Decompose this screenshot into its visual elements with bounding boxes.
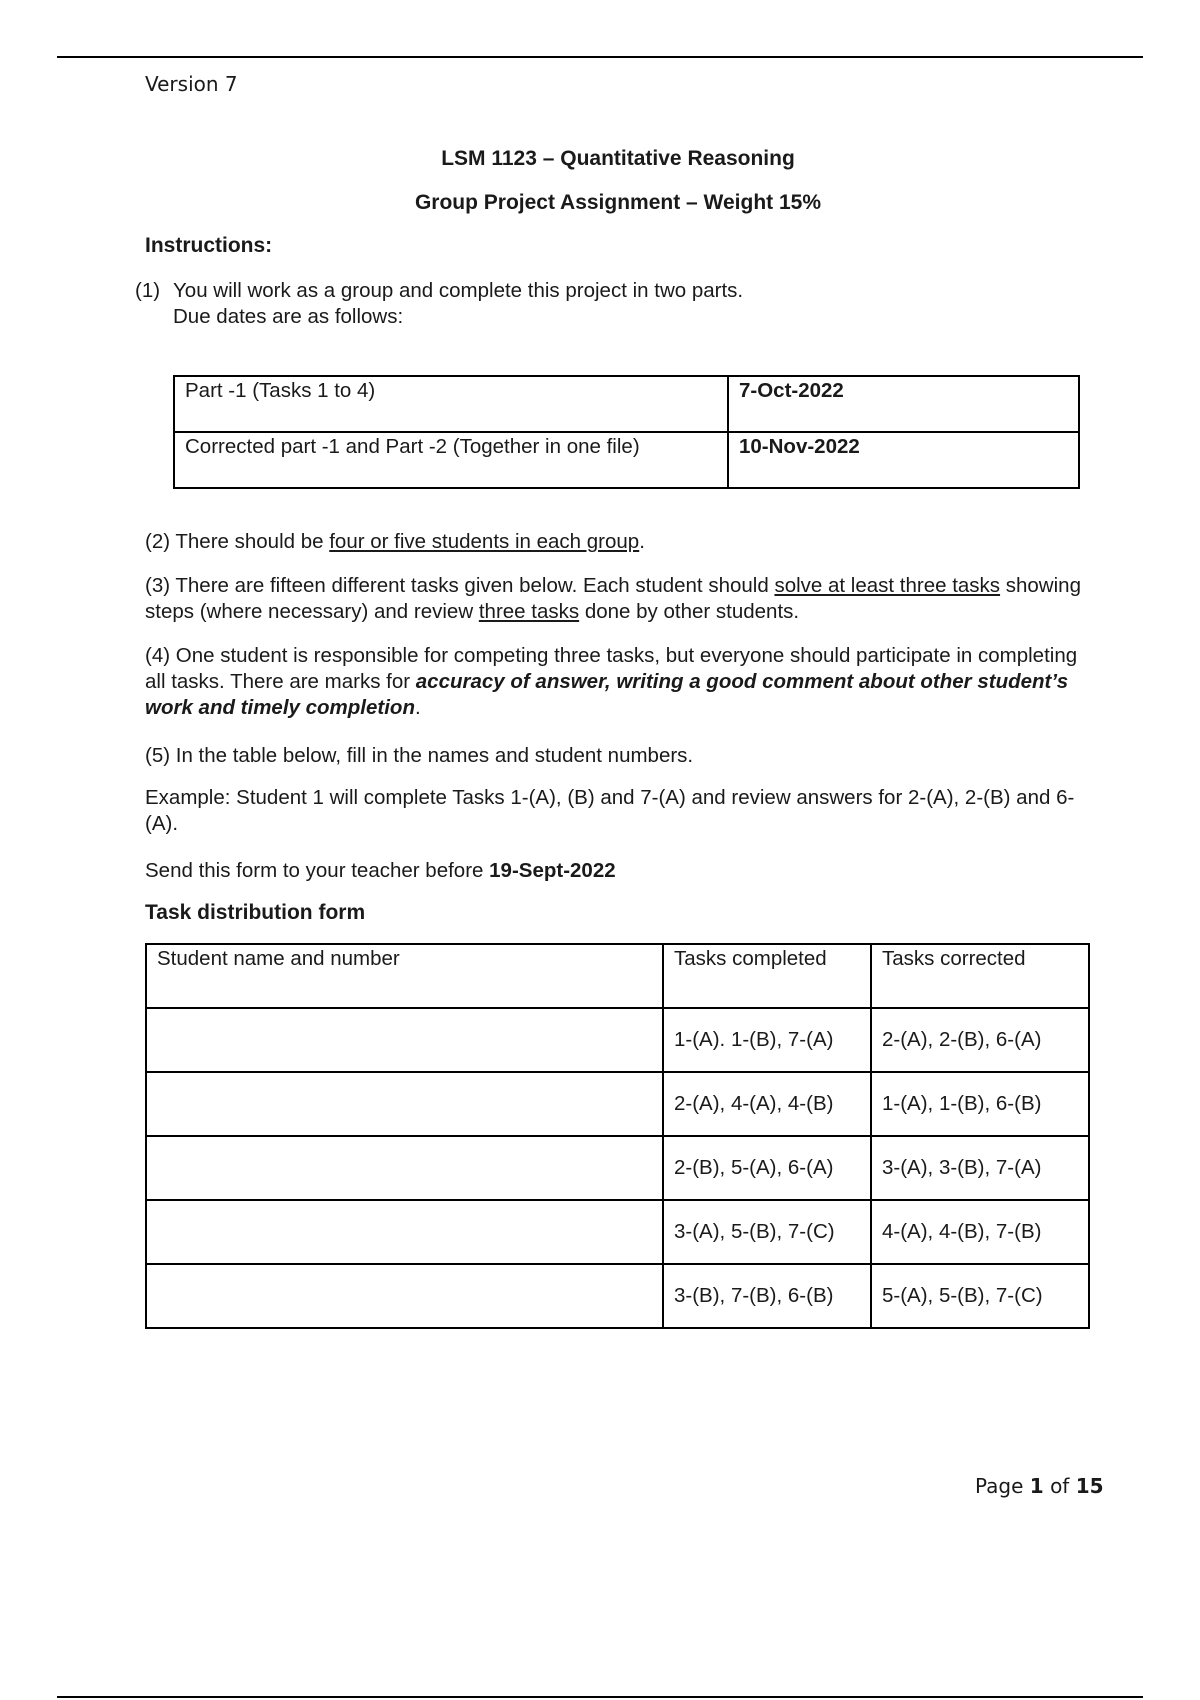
- send-deadline: 19-Sept-2022: [489, 859, 616, 882]
- top-rule: [57, 56, 1143, 58]
- due-dates-table: [173, 375, 1080, 489]
- student-name-cell[interactable]: [146, 1136, 663, 1200]
- student-name-cell[interactable]: [146, 1072, 663, 1136]
- tasks-corrected-cell: 1-(A), 1-(B), 6-(B): [871, 1072, 1089, 1136]
- emphasis-text: accuracy of answer, writing a good comment about other student’s work and timely completion: [145, 670, 1069, 719]
- instruction-item-4: (4) One student is responsible for competing three tasks, but everyone should participate in completing all tasks. There are marks for accuracy of answer, writing a good comment about other student’s work and timely completion.: [145, 644, 1078, 719]
- item1-line1: You will work as a group and complete this project in two parts.: [173, 279, 744, 302]
- bottom-rule: [57, 1696, 1143, 1698]
- tasks-completed-cell: 3-(A), 5-(B), 7-(C): [663, 1200, 871, 1264]
- instruction-item-5: (5) In the table below, fill in the names and student numbers.: [145, 744, 694, 767]
- student-name-cell[interactable]: [146, 1200, 663, 1264]
- underlined-text: three tasks: [478, 600, 580, 623]
- student-name-cell[interactable]: [146, 1264, 663, 1328]
- item-number: (1): [135, 279, 161, 302]
- item1-line2: Due dates are as follows:: [173, 305, 404, 328]
- table-row: [146, 1264, 1089, 1328]
- example-text: Example: Student 1 will complete Tasks 1-(A), (B) and 7-(A) and review answers for 2-(A), 2-(B) and 6-(A).: [145, 786, 1075, 835]
- tasks-completed-cell: 2-(B), 5-(A), 6-(A): [663, 1136, 871, 1200]
- instruction-item-3: (3) There are fifteen different tasks given below. Each student should solve at least three tasks showing steps (where necessary) and review three tasks done by other students.: [145, 574, 1081, 623]
- due-date-cell: 10-Nov-2022: [728, 432, 1079, 488]
- task-distribution-table: [145, 943, 1090, 1329]
- course-title: LSM 1123 – Quantitative Reasoning: [441, 147, 795, 170]
- underlined-text: solve at least three tasks: [774, 574, 1001, 597]
- header-completed: Tasks completed: [663, 944, 871, 1008]
- header-corrected: Tasks corrected: [871, 944, 1089, 1008]
- student-name-cell[interactable]: [146, 1008, 663, 1072]
- table-row: [146, 1008, 1089, 1072]
- due-date-cell: 7-Oct-2022: [728, 376, 1079, 432]
- underlined-text: four or five students in each group: [329, 530, 640, 553]
- current-page: 1: [1029, 1474, 1044, 1498]
- tasks-completed-cell: 3-(B), 7-(B), 6-(B): [663, 1264, 871, 1328]
- page-number: Page 1 of 15: [975, 1474, 1104, 1498]
- tasks-corrected-cell: 3-(A), 3-(B), 7-(A): [871, 1136, 1089, 1200]
- assignment-title: Group Project Assignment – Weight 15%: [414, 191, 822, 214]
- table-header-row: [146, 944, 1089, 1008]
- instruction-item-2: (2) There should be four or five students in each group.: [145, 530, 645, 553]
- total-pages: 15: [1075, 1474, 1104, 1498]
- tasks-corrected-cell: 5-(A), 5-(B), 7-(C): [871, 1264, 1089, 1328]
- tasks-corrected-cell: 2-(A), 2-(B), 6-(A): [871, 1008, 1089, 1072]
- instructions-heading: Instructions:: [145, 234, 273, 257]
- version-label: Version 7: [145, 72, 238, 96]
- table-row: [174, 376, 1079, 432]
- tasks-completed-cell: 2-(A), 4-(A), 4-(B): [663, 1072, 871, 1136]
- table-row: [146, 1072, 1089, 1136]
- table-row: [174, 432, 1079, 488]
- table-row: [146, 1200, 1089, 1264]
- due-part-cell: Corrected part -1 and Part -2 (Together in one file): [174, 432, 728, 488]
- tasks-completed-cell: 1-(A). 1-(B), 7-(A): [663, 1008, 871, 1072]
- table-row: [146, 1136, 1089, 1200]
- tasks-corrected-cell: 4-(A), 4-(B), 7-(B): [871, 1200, 1089, 1264]
- due-part-cell: Part -1 (Tasks 1 to 4): [174, 376, 728, 432]
- header-student: Student name and number: [146, 944, 663, 1008]
- form-heading: Task distribution form: [145, 901, 366, 924]
- send-form-text: Send this form to your teacher before 19-Sept-2022: [145, 859, 616, 882]
